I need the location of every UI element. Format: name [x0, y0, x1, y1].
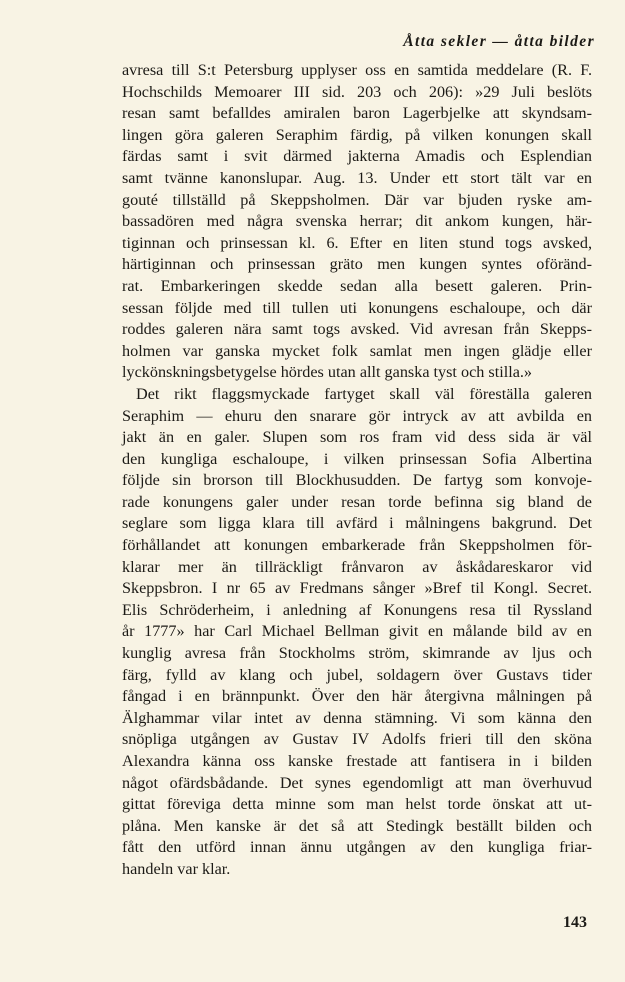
- page-number: 143: [563, 914, 587, 931]
- text-line: jakt än en galer. Slupen som ros fram vid dess sida är väl: [122, 428, 592, 447]
- text-line: färg, fylld av klang och jubel, soldagern över Gustavs tider: [122, 665, 592, 684]
- text-line: lingen göra galeren Seraphim färdig, på vilken konungen skall: [122, 125, 592, 144]
- text-line: följde sin brorson till Blockhusudden. De fartyg som konvoje-: [122, 471, 592, 490]
- text-line: härtiginnan och prinsessan gräto men kungen syntes oföränd-: [122, 255, 592, 274]
- body-text: [122, 60, 592, 881]
- text-line: färdas samt i svit därmed jakterna Amadis och Esplendian: [122, 147, 592, 166]
- text-line: roddes galeren nära samt togs avsked. Vid avresan från Skepps-: [122, 320, 592, 339]
- text-line: resan samt befalldes amiralen baron Lagerbjelke att skyndsam-: [122, 104, 592, 123]
- running-header: Åtta sekler — åtta bilder: [403, 33, 595, 50]
- text-line: kunglig avresa från Stockholms ström, skimrande av ljus och: [122, 644, 592, 663]
- text-line: holmen var ganska mycket folk samlat men ingen glädje eller: [122, 341, 592, 360]
- text-line: handeln var klar.: [122, 859, 231, 878]
- text-line: seglare som ligga klara till avfärd i målningens bakgrund. Det: [122, 514, 592, 533]
- text-line: plåna. Men kanske är det så att Stedingk beställt bilden och: [122, 816, 592, 835]
- text-line: sessan följde med till tullen uti konungens eschaloupe, och där: [122, 298, 592, 317]
- text-line: något ofärdsbådande. Det synes egendomligt att man överhuvud: [122, 773, 592, 792]
- text-line: Elis Schröderheim, i anledning af Konungens resa til Ryssland: [122, 600, 592, 619]
- text-line: klarar mer än tillräckligt frånvaron av åskådareskaror vid: [122, 557, 592, 576]
- text-line: Skeppsbron. I nr 65 av Fredmans sånger »Bref til Kongl. Secret.: [122, 579, 592, 598]
- text-line: rat. Embarkeringen skedde sedan alla besett galeren. Prin-: [122, 276, 592, 295]
- text-line: samt tvänne kanonslupar. Aug. 13. Under ett stort tält var en: [122, 168, 592, 187]
- text-line: fått den utförd innan ännu utgången av den kungliga friar-: [122, 838, 592, 857]
- text-line: fångad i en brännpunkt. Över den här återgivna målningen på: [122, 687, 592, 706]
- text-line: den kungliga eschaloupe, i vilken prinsessan Sofia Albertina: [122, 449, 592, 468]
- text-line: Det rikt flaggsmyckade fartyget skall väl föreställa galeren: [136, 384, 592, 403]
- text-line: rade konungens galer under resan torde befinna sig bland de: [122, 492, 592, 511]
- text-line: snöpliga utgången av Gustav IV Adolfs frieri till den sköna: [122, 730, 592, 749]
- text-line: avresa till S:t Petersburg upplyser oss en samtida meddelare (R. F.: [122, 61, 592, 79]
- text-line: Hochschilds Memoarer III sid. 203 och 206): »29 Juli beslöts: [122, 82, 592, 101]
- text-line: gittat föreviga detta minne som man helst torde önskat att ut-: [122, 795, 592, 814]
- text-line: Seraphim — ehuru den snarare gör intryck av att avbilda en: [122, 406, 592, 425]
- text-line: Älghammar vilar intet av denna stämning. Vi som känna den: [122, 708, 592, 727]
- text-line: förhållandet att konungen embarkerade från Skeppsholmen för-: [122, 536, 592, 555]
- text-line: lyckönskningsbetygelse hördes utan allt ganska tyst och stilla.»: [122, 363, 533, 382]
- text-line: Alexandra känna oss kanske frestade att fantisera in i bilden: [122, 752, 592, 770]
- text-line: tiginnan och prinsessan kl. 6. Efter en liten stund togs avsked,: [122, 233, 592, 252]
- text-line: år 1777» har Carl Michael Bellman givit en målande bild av en: [122, 622, 592, 641]
- text-line: gouté tillställd på Skeppsholmen. Där var bjuden ryske am-: [122, 190, 592, 209]
- text-line: bassadören med några svenska herrar; dit ankom kungen, här-: [122, 212, 592, 231]
